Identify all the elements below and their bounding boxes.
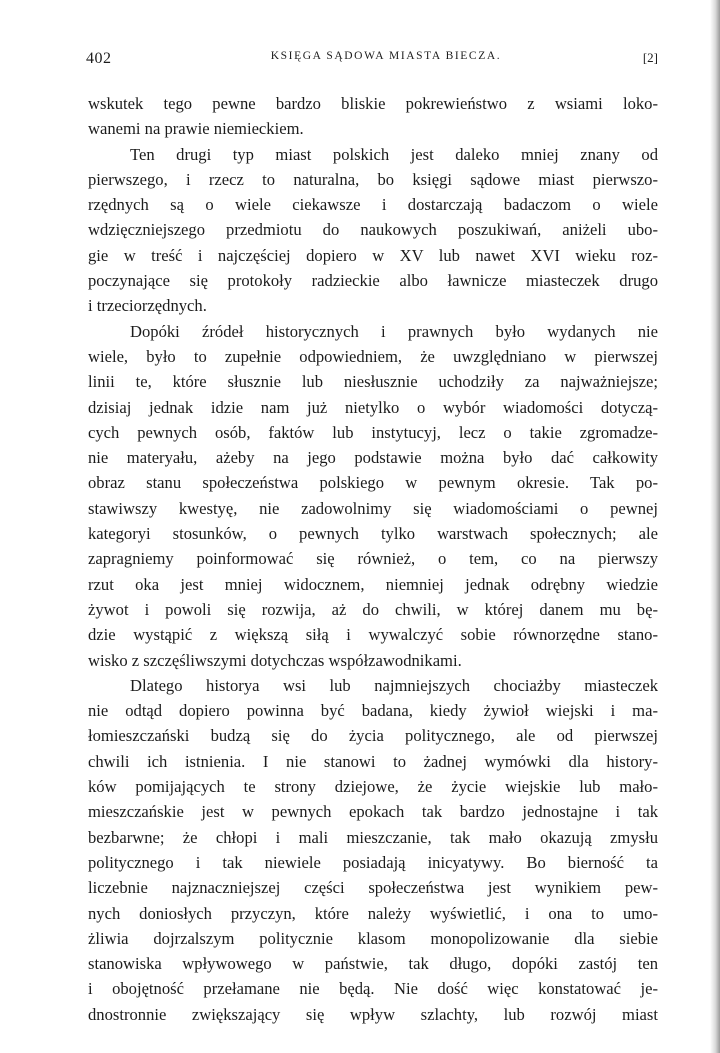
text-line: Ten drugi typ miast polskich jest daleko mniej znany od	[130, 144, 658, 164]
text-line: Dopóki źródeł historycznych i prawnych było wydanych nie	[130, 321, 658, 341]
text-line: gie w treść i najczęściej dopiero w XV lub nawet XVI wieku roz-	[88, 245, 658, 265]
text-line: stanowiska wpływowego w państwie, tak długo, dopóki zastój ten	[88, 954, 658, 974]
text-line: stawiwszy kwestyę, nie zadowolnimy się wiadomościami o pewnej	[88, 498, 658, 518]
text-line: ków pomijających te strony dziejowe, że życie wiejskie lub mało-	[88, 777, 658, 797]
text-line: pierwszego, i rzecz to naturalna, bo księgi sądowe miast pierwszo-	[88, 169, 658, 189]
text-line: wiele, było to zupełnie odpowiedniem, że uwzględniano w pierwszej	[88, 346, 658, 366]
body-text	[88, 91, 658, 1027]
text-line: mieszczańskie jest w pewnych epokach tak bardzo jednostajne i tak	[88, 802, 658, 822]
text-line: zapragniemy poinformować się również, o tem, co na pierwszy	[88, 549, 658, 569]
text-line: politycznego i tak niewiele posiadają inicyatywy. Bo bierność ta	[88, 852, 658, 872]
text-line: poczynające się protokoły radzieckie albo ławnicze miasteczek drugo	[88, 271, 658, 291]
text-line: żywot i powoli się rozwija, aż do chwili, w której danem mu bę-	[88, 599, 658, 619]
text-line: wskutek tego pewne bardzo bliskie pokrewieństwo z wsiami loko-	[88, 94, 658, 113]
text-line: dzie wystąpić z większą siłą i wywalczyć sobie równorzędne stano-	[88, 625, 658, 645]
text-line: rzędnych są o wiele ciekawsze i dostarczają badaczom o wiele	[88, 195, 658, 215]
text-line: żliwia dojrzalszym politycznie klasom monopolizowanie dla siebie	[88, 928, 658, 948]
page-edge-shadow	[710, 0, 720, 1053]
text-line: dzisiaj jednak idzie nam już nietylko o wybór wiadomości dotyczą-	[88, 397, 658, 417]
page-number: 402	[86, 50, 112, 67]
text-line: liczebnie najznaczniejszej części społeczeństwa jest wynikiem pew-	[88, 878, 658, 898]
text-line: wdzięczniejszego przedmiotu do naukowych poszukiwań, aniżeli ubo-	[88, 220, 658, 240]
text-line: rzut oka jest mniej widocznem, niemniej jednak odrębny wiedzie	[88, 574, 658, 594]
text-line: nie materyału, ażeby na jego podstawie można było dać całkowity	[88, 448, 658, 468]
text-line: bezbarwne; że chłopi i mali mieszczanie, tak mało okazują zmysłu	[88, 827, 658, 847]
text-line: kategoryi stosunków, o pewnych tylko warstwach społecznych; ale	[88, 524, 658, 544]
text-line: dnostronnie zwiększający się wpływ szlachty, lub rozwój miast	[88, 1004, 658, 1024]
text-line: cych pewnych osób, faktów lub instytucyj, lecz o takie zgromadze-	[88, 422, 658, 442]
text-line: nie odtąd dopiero powinna być badana, kiedy żywioł wiejski i ma-	[88, 701, 658, 721]
running-title: KSIĘGA SĄDOWA MIASTA BIECZA.	[270, 50, 502, 62]
text-line: linii te, które słusznie lub niesłusznie uchodziły za najważniejsze;	[88, 372, 658, 392]
text-line: łomieszczański budzą się do życia politycznego, ale od pierwszej	[88, 726, 658, 746]
text-line: nych doniosłych przyczyn, które należy wyświetlić, i ona to umo-	[88, 903, 658, 923]
page-header	[86, 50, 658, 72]
text-line: chwili ich istnienia. I nie stanowi to żadnej wymówki dla history-	[88, 751, 658, 771]
text-line: i obojętność przełamane nie będą. Nie dość więc konstatować je-	[88, 979, 658, 999]
text-line: obraz stanu społeczeństwa polskiego w pewnym okresie. Tak po-	[88, 473, 658, 493]
text-line: wisko z szczęśliwszymi dotychczas współzawodnikami.	[88, 650, 462, 670]
text-line: Dlatego historya wsi lub najmniejszych chociażby miasteczek	[130, 675, 658, 695]
section-mark: [2]	[642, 50, 658, 65]
text-line: i trzeciorzędnych.	[88, 296, 207, 316]
text-line: wanemi na prawie niemieckiem.	[88, 119, 304, 139]
